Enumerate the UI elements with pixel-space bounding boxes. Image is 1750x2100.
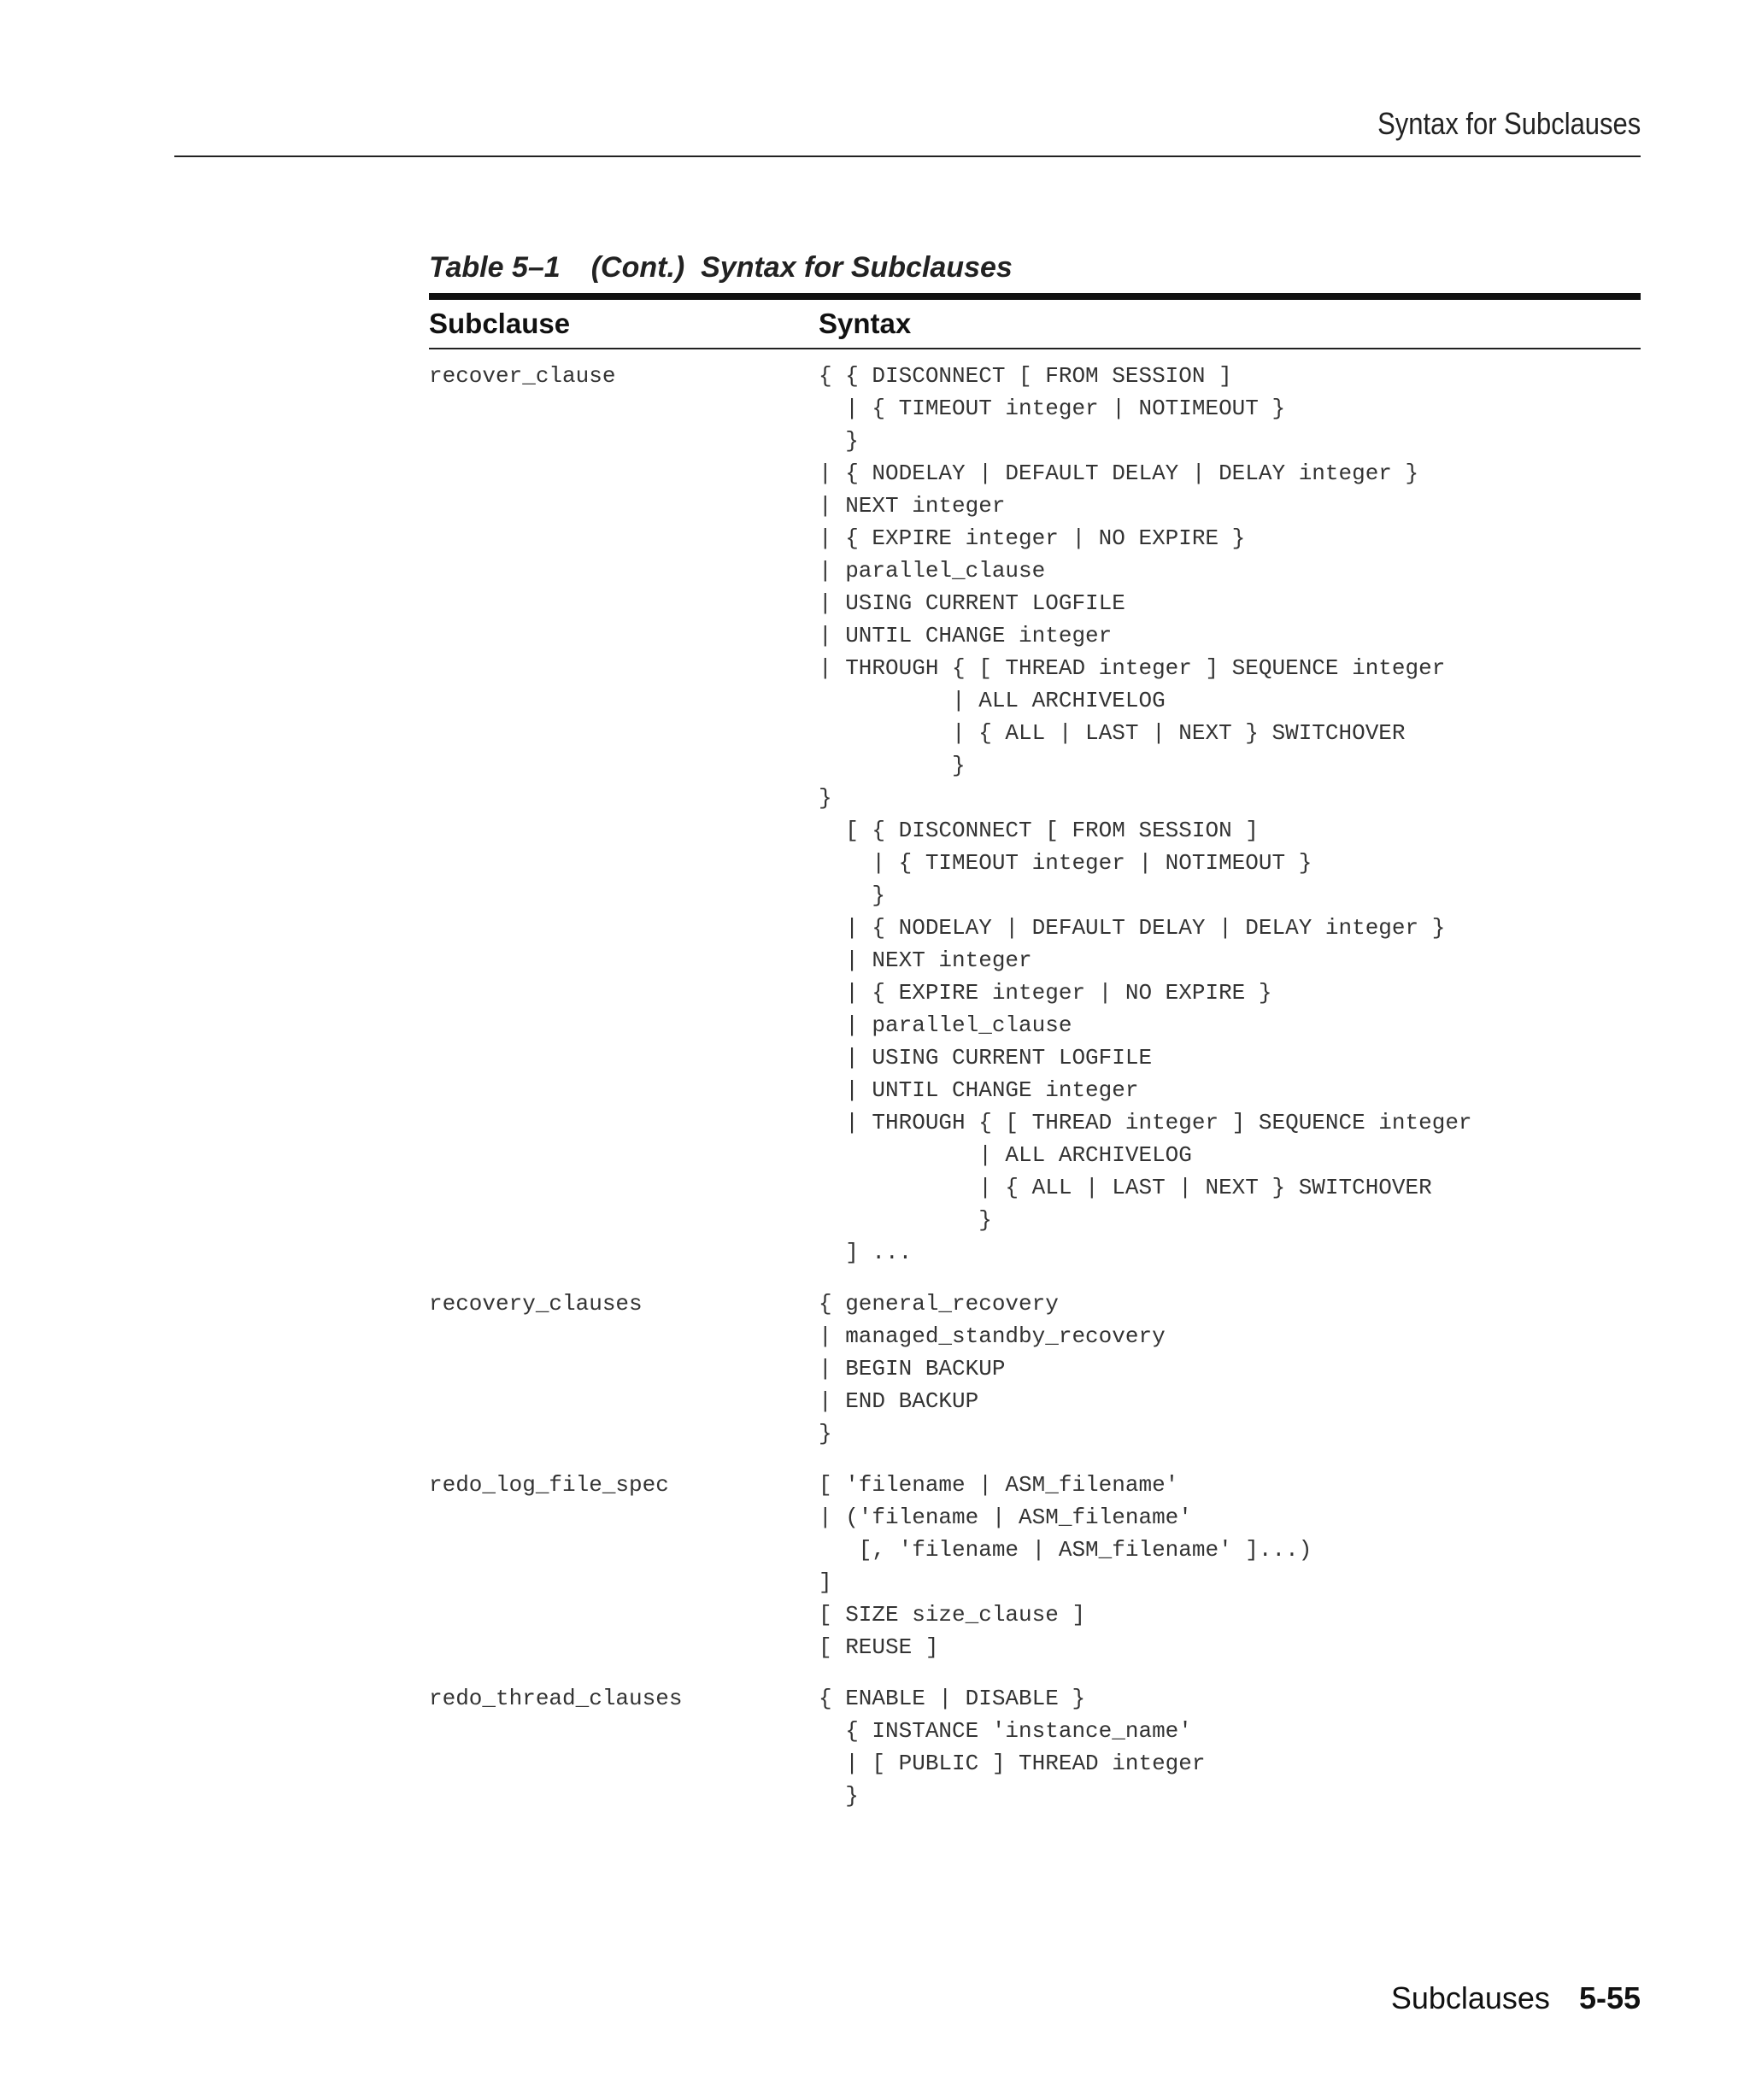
table-caption bbox=[429, 246, 1641, 289]
table-row bbox=[429, 1288, 1641, 1450]
syntax-text: [ 'filename | ASM_filename' | ('filename | ASM_filename' [, 'filename | ASM_filename' ]...) ] [ SIZE size_clause ] [ REUSE ] bbox=[819, 1472, 1312, 1660]
table-row bbox=[429, 1469, 1641, 1663]
column-header-syntax: Syntax bbox=[819, 308, 912, 339]
table-row bbox=[429, 1682, 1641, 1812]
table-header-row bbox=[429, 300, 1641, 349]
page-number: 5-55 bbox=[1578, 1980, 1641, 2015]
footer-section: Subclauses bbox=[1390, 1980, 1550, 2015]
subclause-name: recover_clause bbox=[429, 363, 616, 389]
column-header-subclause: Subclause bbox=[429, 308, 571, 339]
header-rule bbox=[174, 155, 1641, 157]
table-top-rule bbox=[429, 293, 1641, 300]
table-caption-number: Table 5–1 bbox=[429, 251, 561, 284]
subclause-name: redo_thread_clauses bbox=[429, 1686, 683, 1711]
table-caption-title: (Cont.) Syntax for Subclauses bbox=[590, 251, 1013, 284]
subclause-name: recovery_clauses bbox=[429, 1291, 643, 1317]
table-body bbox=[429, 349, 1641, 1812]
syntax-text: { ENABLE | DISABLE } { INSTANCE 'instance_name' | [ PUBLIC ] THREAD integer } bbox=[819, 1686, 1206, 1809]
syntax-text: { { DISCONNECT [ FROM SESSION ] | { TIMEOUT integer | NOTIMEOUT } } | { NODELAY | DEFAULT DELAY | DELAY integer } | NEXT integer | { EXPIRE integer | NO EXPIRE } | parallel_clause | USING CURRENT LOGFILE | UNTIL CHANGE integer | THROUGH { [ THREAD integer ] SEQUENCE integer | ALL ARCHIVELOG | { ALL | LAST | NEXT } SWITCHOVER } } [ { DISCONNECT [ FROM SESSION ] | { TIMEOUT integer | NOTIMEOUT } } | { NODELAY | DEFAULT DELAY | DELAY integer } | NEXT integer | { EXPIRE integer | NO EXPIRE } | parallel_clause | USING CURRENT LOGFILE | UNTIL CHANGE integer | THROUGH { [ THREAD integer ] SEQUENCE integer | ALL ARCHIVELOG | { ALL | LAST | NEXT } SWITCHOVER } ] ... bbox=[819, 363, 1472, 1265]
running-header: Syntax for Subclauses bbox=[1377, 106, 1641, 141]
table-row bbox=[429, 360, 1641, 1269]
syntax-text: { general_recovery | managed_standby_recovery | BEGIN BACKUP | END BACKUP } bbox=[819, 1291, 1166, 1446]
syntax-table bbox=[429, 246, 1641, 1831]
subclause-name: redo_log_file_spec bbox=[429, 1472, 669, 1498]
page-footer bbox=[1391, 1980, 1641, 2016]
